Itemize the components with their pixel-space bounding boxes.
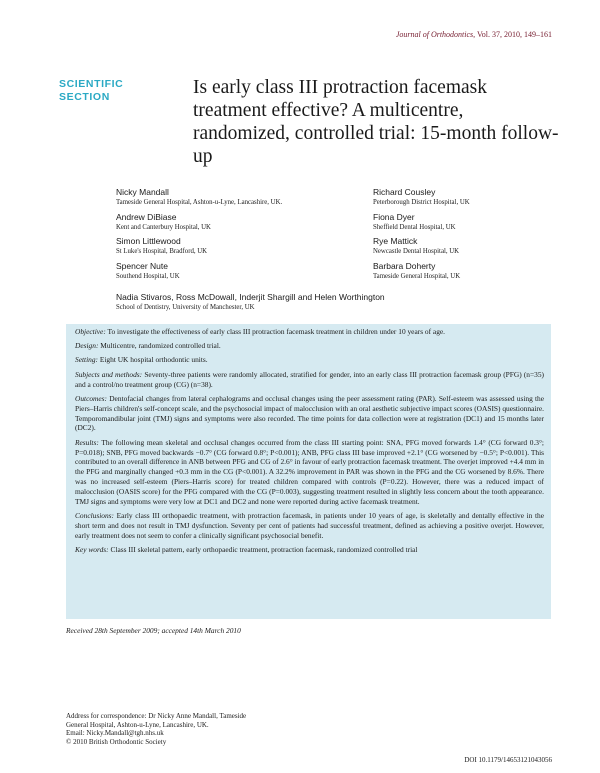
author-name: Richard Cousley [373, 187, 436, 197]
abstract-key-words [75, 545, 544, 555]
correspondence-block [66, 712, 326, 747]
author-entry [373, 212, 573, 232]
author-column-right [373, 187, 573, 285]
abstract-label: Results: [75, 437, 99, 447]
author-entry [116, 212, 346, 232]
abstract-text: Seventy-three patients were randomly allocated, stratified for gender, into an early class III protraction facemask group (PFG) (n=35) and a control/no treatment group (CG) (n=38). [75, 369, 545, 389]
author-affiliation: School of Dentistry, University of Manchester, UK [116, 304, 255, 311]
author-column-left [116, 187, 346, 285]
author-name: Fiona Dyer [373, 211, 415, 222]
section-tag-line-1: SCIENTIFIC [59, 78, 124, 90]
author-name: Rye Mattick [373, 236, 418, 246]
author-name: Spencer Nute [116, 260, 168, 271]
author-group-bottom [116, 292, 556, 312]
author-affiliation: Southend Hospital, UK [116, 272, 180, 280]
author-affiliation: Sheffield Dental Hospital, UK [373, 223, 456, 231]
abstract-text: Class III skeletal pattern, early orthopaedic treatment, protraction facemask, randomized controlled trial [110, 545, 418, 555]
correspondence-line: General Hospital, Ashton-u-Lyne, Lancashire, UK. [66, 720, 209, 729]
author-names-group: Nadia Stivaros, Ross McDowall, Inderjit Shargill and Helen Worthington [116, 292, 385, 302]
author-name: Simon Littlewood [116, 236, 181, 246]
abstract-objective [75, 327, 544, 337]
author-affiliation: Peterborough District Hospital, UK [373, 199, 470, 206]
abstract-text: Early class III orthopaedic treatment, with protraction facemask, in patients under 10 years of age, is skeletally and dentally effective in the short term and does not result in TMJ dysfunction. Seventy per cent of patients had successful treatment, defined as achieving a positive overjet. However, early treatment does not seem to confer a clinically significant psychosocial benefit. [75, 511, 544, 541]
author-name: Nicky Mandall [116, 187, 169, 197]
correspondence-line: Address for correspondence: Dr Nicky Anne Mandall, Tameside [66, 712, 247, 720]
abstract-label: Outcomes: [75, 393, 108, 403]
abstract-label: Conclusions: [75, 511, 115, 521]
abstract-text: Eight UK hospital orthodontic units. [99, 355, 208, 365]
author-entry [116, 261, 346, 281]
author-entry [373, 261, 573, 281]
abstract-label: Objective: [75, 327, 106, 336]
copyright-notice: © 2010 British Orthodontic Society [66, 738, 167, 747]
author-entry [116, 187, 346, 207]
author-name: Andrew DiBiase [116, 211, 177, 222]
section-tag-line-2: SECTION [59, 91, 110, 103]
correspondence-email: Email: Nicky.Mandall@tgh.nhs.uk [66, 729, 164, 738]
author-name: Barbara Doherty [373, 260, 436, 271]
journal-details: , Vol. 37, 2010, 149–161 [473, 30, 552, 39]
author-affiliation: Tameside General Hospital, UK [373, 272, 461, 280]
abstract-results [75, 438, 544, 507]
received-date: Received 28th September 2009; accepted 14th March 2010 [66, 626, 241, 635]
abstract-label: Subjects and methods: [75, 369, 143, 379]
doi: DOI 10.1179/14653121043056 [464, 756, 552, 764]
abstract-text: Multicentre, randomized controlled trial. [100, 341, 221, 351]
author-entry [373, 236, 573, 256]
author-entry [116, 236, 346, 256]
author-affiliation: Newcastle Dental Hospital, UK [373, 248, 460, 255]
paper-title: Is early class III protraction facemask treatment effective? A multicentre, randomized, controlled trial: 15-month follow-up [193, 77, 559, 167]
abstract-label: Setting: [75, 355, 98, 365]
author-entry [373, 187, 573, 207]
abstract-conclusions [75, 511, 544, 541]
author-affiliation: St Luke's Hospital, Bradford, UK [116, 248, 208, 255]
abstract-text: To investigate the effectiveness of early class III protraction facemask treatment in children under 10 years of age. [107, 327, 446, 336]
abstract-setting [75, 355, 544, 365]
abstract-design [75, 341, 544, 351]
abstract-subjects-methods [75, 370, 544, 390]
abstract-box [66, 324, 551, 619]
author-affiliation: Tameside General Hospital, Ashton-u-Lyne, Lancashire, UK. [116, 199, 283, 206]
abstract-label: Key words: [75, 545, 109, 555]
abstract-outcomes [75, 394, 544, 434]
author-affiliation: Kent and Canterbury Hospital, UK [116, 223, 211, 231]
journal-reference [396, 30, 552, 39]
abstract-text: Dentofacial changes from lateral cephalograms and occlusal changes using the peer assessment rating (PAR). Self-esteem was assessed using the Piers–Harris children's self-concept scale, and the psychosocial impact of malocclusion with an oral aesthetic subjective impact scores (OASIS) questionnaire. Temporomandibular joint (TMJ) signs and symptoms were also recorded. The time points for data collection were at registration (DC1) and 15 months later (DC2). [75, 393, 544, 433]
abstract-text: The following mean skeletal and occlusal changes occurred from the class III starting point: SNA, PFG moved forwards 1.4° (CG forward 0.3°; P=0.018); SNB, PFG moved backwards −0.7° (CG forward 0.8°; P<0.001); ANB, PFG class III base improved +2.1° (CG worsened by −0.5°; P<0.001). This contributed to an overall difference in ANB between PFG and CG of 2.6° in favour of early protraction facemask treatment. The overjet improved +4.4 mm in the PFG and marginally changed +0.3 mm in the CG (P<0.001). A 32.2% improvement in PAR was shown in the PFG and the CG worsened by 8.6%. There was no increased self-esteem (Piers–Harris score) for treated children compared with controls (P=0.22). However, there was a reduced impact of malocclusion (OASIS score) for the PFG compared with the CG (P=0.003), suggesting treatment resulted in slightly less concern about the tooth appearance. TMJ signs and symptoms were very low at DC1 and DC2 and none were reported during active facemask treatment. [75, 437, 544, 507]
abstract-label: Design: [75, 341, 99, 351]
journal-name: Journal of Orthodontics [395, 30, 474, 39]
section-tag [59, 78, 169, 104]
